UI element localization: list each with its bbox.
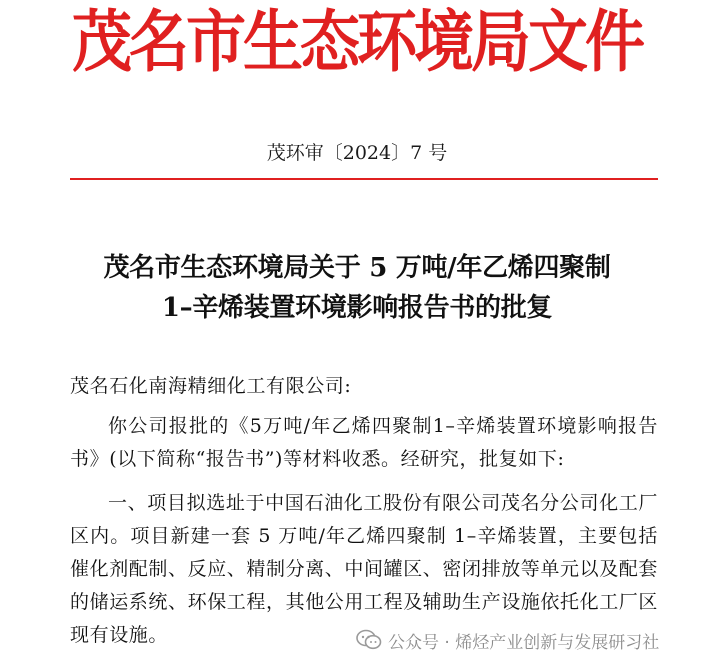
document-number: 茂环审〔2024〕7 号 [266, 142, 448, 164]
document-title-line-1: 茂名市生态环境局关于 5 万吨/年乙烯四聚制 [103, 253, 611, 283]
document-title [0, 248, 714, 328]
document-header-title: 茂名市生态环境局文件 [72, 3, 642, 82]
red-divider-rule [70, 178, 658, 180]
body-paragraph-2: 一、项目拟选址于中国石油化工股份有限公司茂名分公司化工厂区内。项目新建一套 5 万吨/年乙烯四聚制 1–辛烯装置，主要包括催化剂配制、反应、精制分离、中间罐区、密闭排放等单元以及配套的储运系统、环保工程，其他公用工程及辅助生产设施依托化工厂区现有设施。 [70, 492, 659, 646]
addressee: 茂名石化南海精细化工有限公司: [70, 375, 352, 397]
document-title-line-2: 1–辛烯装置环境影响报告书的批复 [161, 293, 553, 323]
body-paragraph-1: 你公司报批的《5万吨/年乙烯四聚制1–辛烯装置环境影响报告书》(以下简称“报告书”)等材料收悉。经研究，批复如下: [70, 415, 658, 470]
watermark-text: 公众号 · 烯烃产业创新与发展研习社 [388, 632, 660, 653]
watermark [350, 620, 665, 660]
wechat-official-account-icon [356, 629, 382, 651]
